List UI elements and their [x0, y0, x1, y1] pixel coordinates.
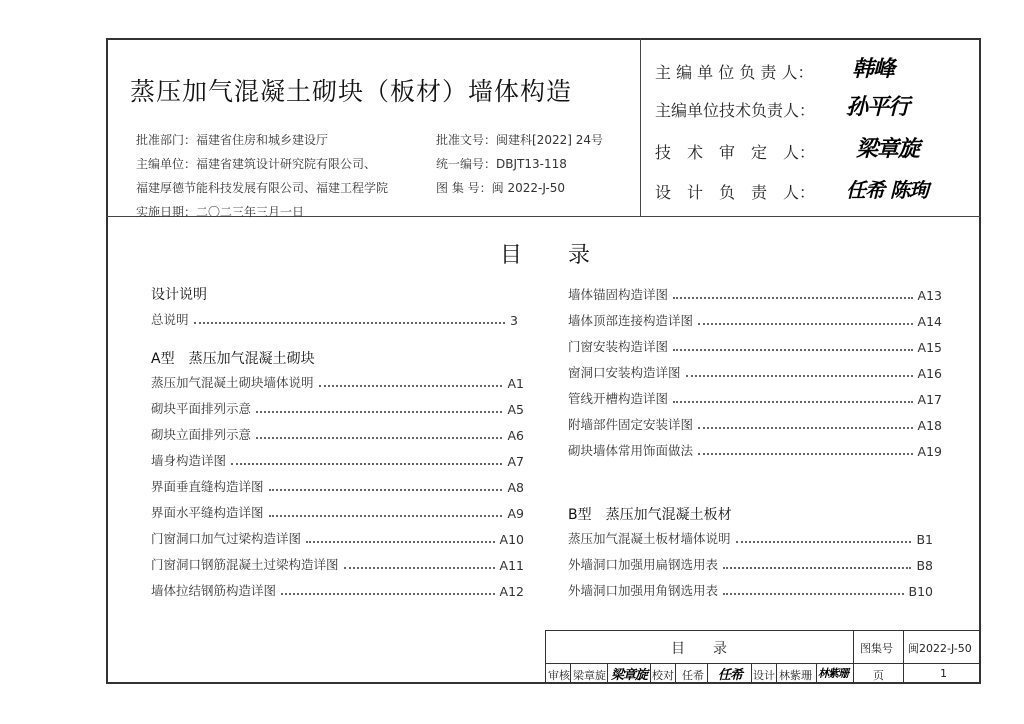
toc-item-page: A12: [499, 584, 524, 599]
signature-tech: 孙平行: [846, 94, 910, 120]
tb-divider: [570, 663, 571, 683]
leader-dots: [194, 322, 506, 324]
toc-item-label: 界面垂直缝构造详图: [151, 479, 264, 494]
leader-dots: [698, 453, 913, 455]
toc-item-page: B8: [916, 558, 933, 573]
header-vertical-divider: [640, 38, 641, 216]
responsible-label-tech: 主编单位技术负责人：: [655, 101, 816, 120]
leader-dots: [673, 401, 913, 403]
toc-item[interactable]: [568, 337, 942, 355]
toc-item-page: A10: [499, 532, 524, 547]
leader-dots: [736, 541, 912, 543]
approval-number: 批准文号：闽建科[2022] 24号: [436, 133, 603, 147]
tb-divider: [607, 663, 608, 683]
toc-item-label: 墙身构造详图: [151, 453, 227, 468]
toc-item-page: A6: [507, 428, 524, 443]
leader-dots: [269, 515, 503, 517]
toc-item-label: 门窗安装构造详图: [568, 339, 669, 354]
toc-item[interactable]: [151, 373, 524, 391]
chief-unit-line-1: 主编单位：福建省建筑设计研究院有限公司、: [136, 157, 377, 171]
leader-dots: [673, 297, 913, 299]
toc-item[interactable]: [568, 285, 942, 303]
toc-item-label: 墙体锚固构造详图: [568, 287, 669, 302]
toc-item-label: 窗洞口安装构造详图: [568, 365, 681, 380]
toc-item-page: A7: [507, 454, 524, 469]
leader-dots: [306, 541, 495, 543]
toc-item-page: A16: [917, 366, 942, 381]
unified-number: 统一编号：DBJT13-118: [436, 157, 567, 171]
responsible-label-review: 技 术 审 定 人：: [655, 143, 816, 162]
leader-dots: [686, 375, 913, 377]
chief-unit-line-2: 福建厚德节能科技发展有限公司、福建工程学院: [136, 181, 389, 195]
leader-dots: [698, 323, 913, 325]
leader-dots: [269, 489, 503, 491]
toc-item-page: A18: [917, 418, 942, 433]
toc-item[interactable]: [151, 529, 524, 547]
signature-review: 梁章旋: [856, 136, 920, 162]
tb-check-signature: 任希: [718, 668, 743, 683]
tb-check-label: 校对: [652, 669, 674, 682]
toc-item-page: A9: [507, 506, 524, 521]
tb-divider: [675, 663, 676, 683]
tb-atlas-label: 图集号: [860, 642, 893, 655]
toc-item[interactable]: [568, 529, 933, 547]
tb-check-name: 任希: [682, 669, 704, 682]
section-type-b: B型 蒸压加气混凝土板材: [568, 507, 732, 523]
toc-item[interactable]: [151, 503, 524, 521]
toc-item-page: A1: [507, 376, 524, 391]
tb-page-label: 页: [873, 669, 884, 682]
tb-divider: [650, 663, 651, 683]
document-title: 蒸压加气混凝土砌块（板材）墙体构造: [130, 77, 573, 106]
toc-item-label: 门窗洞口加气过梁构造详图: [151, 531, 302, 546]
toc-item-label: 外墙洞口加强用扁钢选用表: [568, 557, 719, 572]
tb-review-name: 梁章旋: [573, 669, 606, 682]
toc-title-char-1: 目: [500, 243, 523, 268]
section-type-a: A型 蒸压加气混凝土砌块: [151, 351, 315, 367]
tb-design-name: 林紫珊: [779, 669, 812, 682]
signature-design: 任希 陈珣: [846, 178, 928, 202]
toc-item[interactable]: [568, 311, 942, 329]
tb-divider: [853, 631, 854, 683]
leader-dots: [319, 385, 503, 387]
responsible-label-chief: 主 编 单 位 负 责 人：: [655, 63, 814, 82]
tb-divider: [816, 663, 817, 683]
tb-divider: [776, 663, 777, 683]
toc-item[interactable]: [151, 581, 524, 599]
toc-item-label: 砌块墙体常用饰面做法: [568, 443, 694, 458]
toc-item-label: 门窗洞口钢筋混凝土过梁构造详图: [151, 557, 339, 572]
leader-dots: [723, 593, 904, 595]
leader-dots: [673, 349, 913, 351]
toc-item-label: 总说明: [151, 312, 189, 327]
leader-dots: [698, 427, 913, 429]
toc-item-label: 墙体顶部连接构造详图: [568, 313, 694, 328]
tb-review-label: 审核: [548, 669, 570, 682]
leader-dots: [256, 411, 502, 413]
toc-item-label: 附墙部件固定安装详图: [568, 417, 694, 432]
tb-review-signature: 梁章旋: [611, 668, 648, 683]
toc-item-label: 蒸压加气混凝土板材墙体说明: [568, 531, 731, 546]
toc-item-page: A19: [917, 444, 942, 459]
tb-divider: [751, 663, 752, 683]
leader-dots: [231, 463, 502, 465]
toc-item[interactable]: [151, 477, 524, 495]
toc-item[interactable]: [568, 555, 933, 573]
toc-item[interactable]: [151, 425, 524, 443]
toc-item-page: B10: [908, 584, 933, 599]
leader-dots: [344, 567, 495, 569]
responsible-label-design: 设 计 负 责 人：: [655, 183, 816, 202]
tb-design-signature: 林紫珊: [818, 667, 848, 680]
toc-item-label: 砌块平面排列示意: [151, 401, 252, 416]
tb-divider: [707, 663, 708, 683]
toc-item-label: 外墙洞口加强用角钢选用表: [568, 583, 719, 598]
title-block: [545, 630, 981, 684]
toc-item[interactable]: [568, 363, 942, 381]
toc-item[interactable]: [151, 451, 524, 469]
toc-item-page: A13: [917, 288, 942, 303]
toc-item[interactable]: [568, 415, 942, 433]
section-design-notes: 设计说明: [151, 287, 207, 303]
tb-atlas-value: 闽2022-J-50: [908, 642, 972, 655]
toc-item-page: A14: [917, 314, 942, 329]
atlas-number: 图 集 号：闽 2022-J-50: [436, 181, 566, 195]
toc-item-page: A5: [507, 402, 524, 417]
tb-design-label: 设计: [753, 669, 775, 682]
toc-item[interactable]: [568, 441, 942, 459]
toc-item[interactable]: [568, 389, 942, 407]
tb-page-value: 1: [940, 667, 947, 680]
tb-divider: [903, 631, 904, 683]
toc-item-page: A15: [917, 340, 942, 355]
toc-item-label: 界面水平缝构造详图: [151, 505, 264, 520]
toc-item-label: 管线开槽构造详图: [568, 391, 669, 406]
toc-item-page: A11: [499, 558, 524, 573]
toc-item-page: A17: [917, 392, 942, 407]
toc-item[interactable]: [151, 555, 524, 573]
leader-dots: [281, 593, 495, 595]
leader-dots: [256, 437, 502, 439]
toc-item-page: B1: [916, 532, 933, 547]
signature-chief: 韩峰: [852, 56, 895, 82]
leader-dots: [723, 567, 911, 569]
toc-item-page: 3: [510, 313, 518, 328]
effective-date: 实施日期：二〇二三年三月一日: [136, 205, 305, 219]
tb-sheet-name: 目 录: [671, 641, 727, 657]
toc-item-label: 砌块立面排列示意: [151, 427, 252, 442]
toc-title-char-2: 录: [568, 243, 591, 268]
toc-item-label: 蒸压加气混凝土砌块墙体说明: [151, 375, 314, 390]
approval-dept: 批准部门：福建省住房和城乡建设厅: [136, 133, 329, 147]
toc-item-label: 墙体拉结钢筋构造详图: [151, 583, 277, 598]
toc-item[interactable]: [151, 399, 524, 417]
toc-item[interactable]: [568, 581, 933, 599]
toc-item[interactable]: [151, 310, 518, 328]
toc-item-page: A8: [507, 480, 524, 495]
